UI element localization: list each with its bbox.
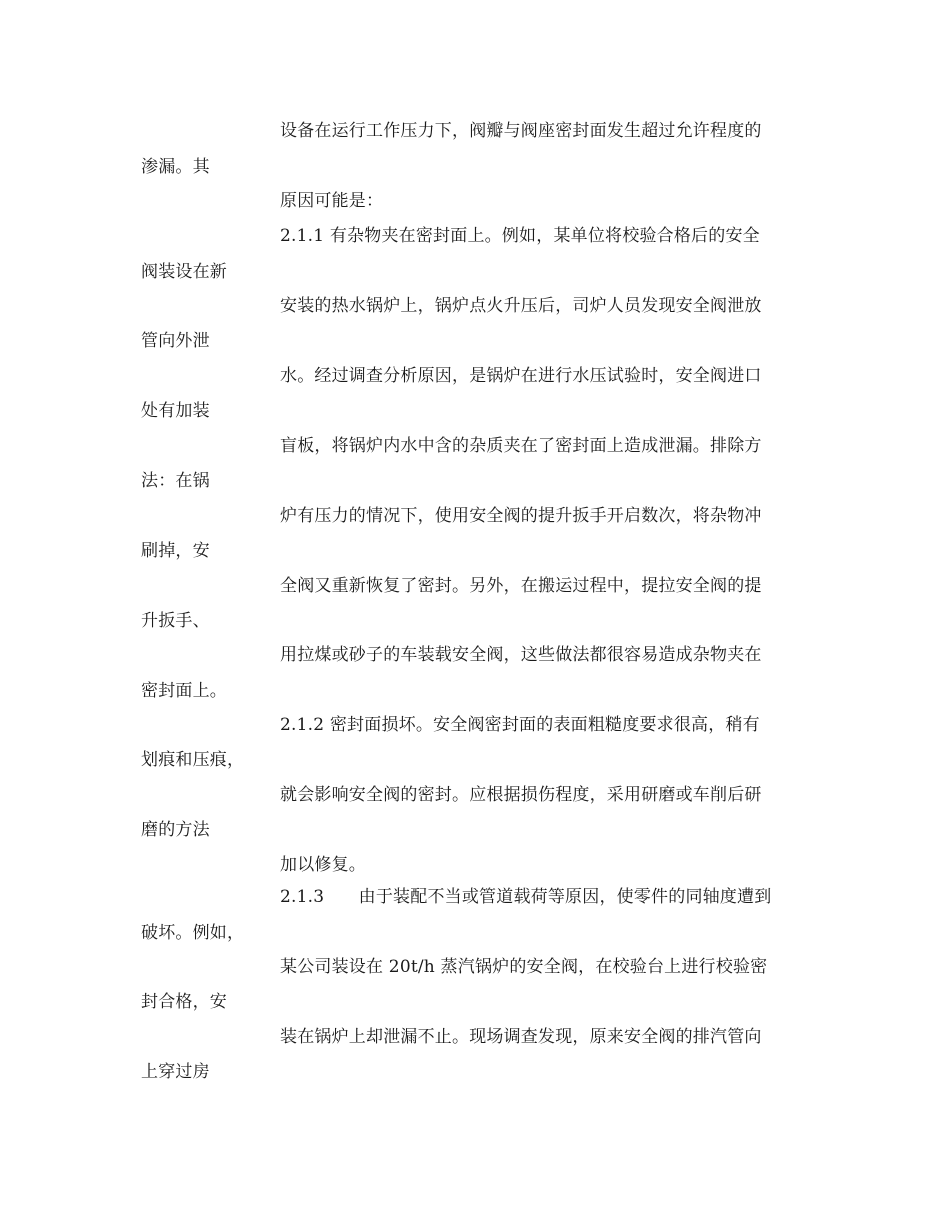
text-line: 水。经过调查分析原因，是锅炉在进行水压试验时，安全阀进口 <box>280 366 762 386</box>
text-line: 装在锅炉上却泄漏不止。现场调查发现，原来安全阀的排汽管向 <box>280 1027 762 1047</box>
text-line: 密封面上。 <box>141 681 227 701</box>
text-line: 就会影响安全阀的密封。应根据损伤程度，采用研磨或车削后研 <box>280 785 762 805</box>
text-line: 破坏。例如， <box>141 923 245 943</box>
text-line: 处有加装 <box>141 401 210 421</box>
text-line: 2.1.2 密封面损坏。安全阀密封面的表面粗糙度要求很高，稍有 <box>280 715 760 735</box>
text-line: 管向外泄 <box>141 331 210 351</box>
text-line: 全阀又重新恢复了密封。另外，在搬运过程中，提拉安全阀的提 <box>280 576 762 596</box>
text-line: 某公司装设在 20t/h 蒸汽锅炉的安全阀，在校验台上进行校验密 <box>280 957 768 977</box>
text-line: 设备在运行工作压力下，阀瓣与阀座密封面发生超过允许程度的 <box>280 121 762 141</box>
text-line: 原因可能是： <box>280 191 384 211</box>
text-line: 法：在锅 <box>141 471 210 491</box>
text-line: 安装的热水锅炉上，锅炉点火升压后，司炉人员发现安全阀泄放 <box>280 296 762 316</box>
text-line: 加以修复。 <box>280 855 366 875</box>
text-line: 阀装设在新 <box>141 262 227 282</box>
text-line: 2.1.1 有杂物夹在密封面上。例如，某单位将校验合格后的安全 <box>280 226 760 246</box>
text-line: 磨的方法 <box>141 820 210 840</box>
text-line: 2.1.3 由于装配不当或管道载荷等原因，使零件的同轴度遭到 <box>280 887 772 907</box>
text-line: 炉有压力的情况下，使用安全阀的提升扳手开启数次，将杂物冲 <box>280 506 762 526</box>
text-line: 升扳手、 <box>141 611 210 631</box>
text-line: 盲板，将锅炉内水中含的杂质夹在了密封面上造成泄漏。排除方 <box>280 436 762 456</box>
text-line: 划痕和压痕， <box>141 750 245 770</box>
text-line: 渗漏。其 <box>141 157 210 177</box>
text-line: 刷掉，安 <box>141 541 210 561</box>
text-line: 封合格，安 <box>141 992 227 1012</box>
text-line: 上穿过房 <box>141 1062 210 1082</box>
text-line: 用拉煤或砂子的车装载安全阀，这些做法都很容易造成杂物夹在 <box>280 645 762 665</box>
